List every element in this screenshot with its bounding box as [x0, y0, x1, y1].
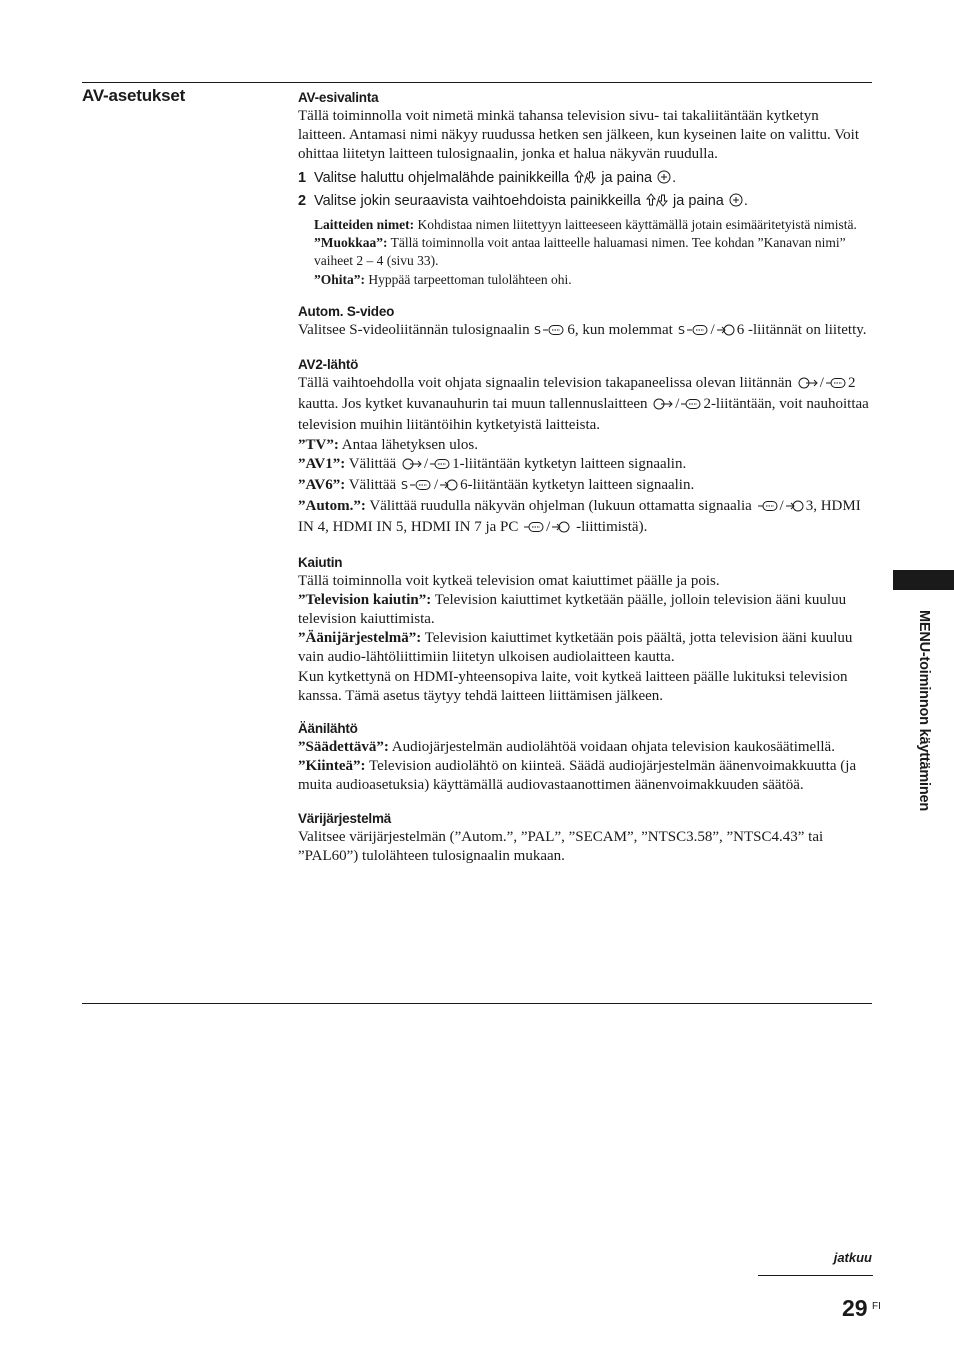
- option-device-names: Laitteiden nimet: Kohdistaa nimen liitettyyn laitteeseen käyttämällä jotain esimääritetyistä nimistä.: [314, 216, 857, 232]
- video-input-icon: [429, 457, 451, 476]
- color-system-heading: Värijärjestelmä: [298, 810, 392, 826]
- up-down-arrow-icon: [646, 193, 668, 214]
- av-preset-options: [314, 216, 870, 289]
- side-section-label: MENU-toiminnon käyttäminen: [916, 610, 932, 812]
- output-arrow-icon: [652, 397, 674, 416]
- option-skip: ”Ohita”: Hyppää tarpeettoman tulolähteen ohi.: [314, 271, 572, 287]
- settings-content: [298, 90, 870, 866]
- up-down-arrow-icon: [574, 170, 596, 191]
- av-preset-step-2: 2 Valitse jokin seuraavista vaihtoehdoista painikkeilla / ja paina .: [298, 191, 870, 214]
- side-tab-marker: [893, 570, 954, 590]
- option-edit: ”Muokkaa”: Tällä toiminnolla voit antaa laitteelle haluamasi nimen. Tee kohdan ”Kanavan nimi” vaiheet 2 – 4 (sivu 33).: [314, 234, 846, 269]
- speaker-heading: Kaiutin: [298, 554, 343, 570]
- input-arrow-icon: [785, 499, 805, 518]
- svg-text:S: S: [677, 323, 685, 336]
- av2-output-heading: AV2-lähtö: [298, 357, 359, 372]
- svg-text:S: S: [400, 479, 408, 492]
- av2-output-intro: Tällä vaihtoehdolla voit ohjata signaalin television takapaneelissa olevan liitännän / 2 kautta. Jos kytket kuvanauhurin tai muun tallennuslaitteen / 2-liitäntään, voit nauhoittaa television muihin liitäntöihin kytketyistä laitteista.: [298, 375, 869, 434]
- audio-out-option-variable: ”Säädettävä”: Audiojärjestelmän audiolähtöä voidaan ohjata television kaukosäätimellä.: [298, 739, 835, 756]
- video-input-icon: [523, 520, 545, 539]
- input-arrow-icon: [439, 478, 459, 497]
- page-number: 29: [842, 1295, 868, 1321]
- input-arrow-icon: [716, 323, 736, 342]
- video-input-icon: [757, 499, 779, 518]
- output-arrow-icon: [797, 376, 819, 395]
- s-video-input-icon: [401, 478, 433, 497]
- section-title: AV-asetukset: [82, 86, 186, 105]
- top-rule: [82, 82, 872, 83]
- continued-label: jatkuu: [833, 1250, 872, 1265]
- s-video-input-icon: [534, 323, 566, 342]
- svg-text:/: /: [656, 193, 661, 207]
- av-preset-step-1: 1 Valitse haluttu ohjelmalähde painikkeilla / ja paina .: [298, 168, 870, 191]
- av2-option-tv: ”TV”: Antaa lähetyksen ulos.: [298, 436, 478, 453]
- av2-option-av6: ”AV6”: Välittää S / 6-liitäntään kytketyn laitteen signaalin.: [298, 476, 870, 497]
- circle-ok-icon: [657, 170, 671, 191]
- audio-out-heading: Äänilähtö: [298, 721, 358, 737]
- av2-option-av1: ”AV1”: Välittää / 1-liitäntään kytketyn laitteen signaalin.: [298, 455, 870, 476]
- speaker-note: Kun kytkettynä on HDMI-yhteensopiva laite, voit kytkeä laitteen päälle lukituksi television kanssa. Tämä asetus täytyy tehdä laitteen liittämisen jälkeen.: [298, 668, 848, 704]
- auto-svideo-heading: Autom. S-video: [298, 303, 395, 319]
- av2-option-auto: ”Autom.”: Välittää ruudulla näkyvän ohjelman (lukuun ottamatta signaalia / 3, HDMI IN 4, HDMI IN 5, HDMI IN 7 ja PC / -liittimistä).: [298, 497, 870, 539]
- audio-out-option-fixed: ”Kiinteä”: Television audiolähtö on kiinteä. Säädä audiojärjestelmän äänenvoimakkuutta (ja muita audioasetuksia) käyttämällä audiovastaanottimen äänenvoimakkuuden säätöä.: [298, 758, 857, 794]
- circle-ok-icon: [729, 193, 743, 214]
- svg-text:/: /: [584, 170, 589, 184]
- s-video-input-icon: [678, 323, 710, 342]
- continued-rule: [758, 1275, 873, 1276]
- auto-svideo-text: Valitsee S-videoliitännän tulosignaalin S 6, kun molemmat S / 6 -liitännät on liitetty.: [298, 321, 870, 342]
- av-preset-intro: Tällä toiminnolla voit nimetä minkä tahansa television sivu- tai takaliitäntään kytketyn laitteen. Antamasi nimi näkyy ruudussa hetken sen jälkeen, kun kyseinen laite on valittu. Voit ohittaa liitetyn laitteen tulosignaalin, jonka et halua näkyvän ruudulla.: [298, 108, 860, 163]
- speaker-option-tv: ”Television kaiutin”: Television kaiuttimet kytketään päälle, jolloin television ääni kuuluu television kaiuttimista.: [298, 591, 847, 628]
- color-system-text: Valitsee värijärjestelmän (”Autom.”, ”PAL”, ”SECAM”, ”NTSC3.58”, ”NTSC4.43” tai ”PAL60”) tulolähteen tulosignaalin mukaan.: [298, 828, 824, 864]
- speaker-intro: Tällä toiminnolla voit kytkeä television omat kaiuttimet päälle ja pois.: [298, 572, 720, 589]
- video-input-icon: [825, 376, 847, 395]
- svg-text:S: S: [534, 323, 542, 336]
- output-arrow-icon: [401, 457, 423, 476]
- speaker-option-audio-system: ”Äänijärjestelmä”: Television kaiuttimet kytketään pois päältä, jotta television ääni kuuluu vain audio-lähtöliittimiin liitetyn ulkoisen audiolaitteen kautta.: [298, 630, 853, 666]
- av-preset-heading: AV-esivalinta: [298, 90, 379, 105]
- bottom-rule: [82, 1003, 872, 1004]
- page-language: FI: [872, 1301, 881, 1312]
- input-arrow-icon: [551, 520, 571, 539]
- video-input-icon: [680, 397, 702, 416]
